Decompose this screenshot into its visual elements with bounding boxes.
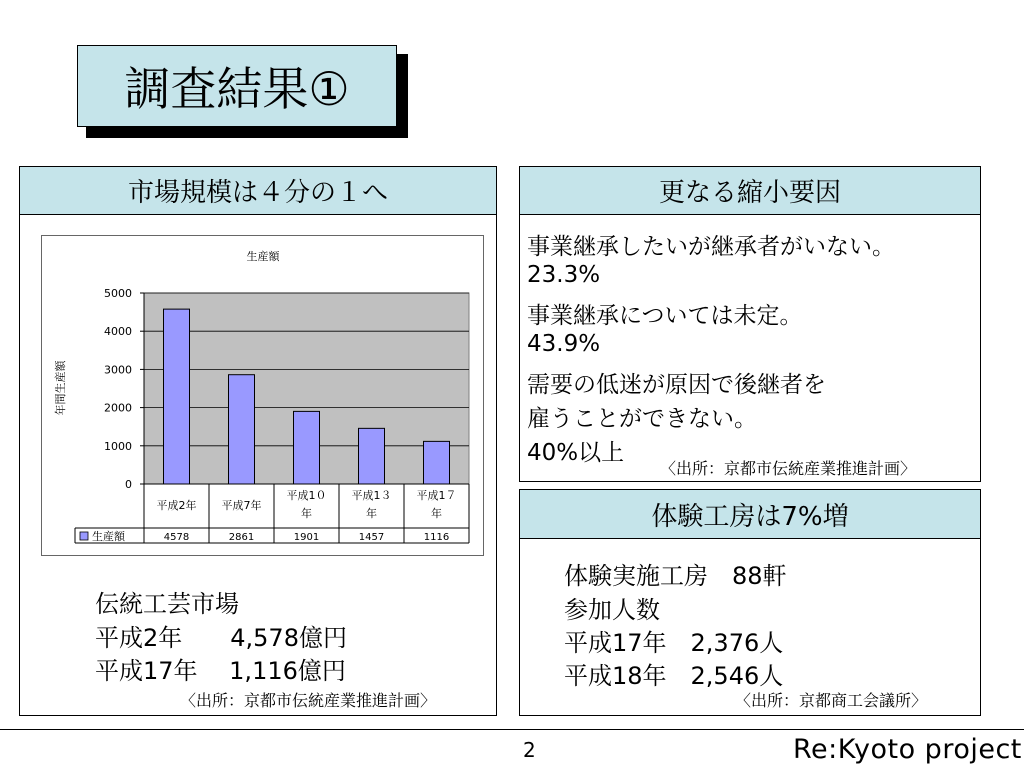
x-tick-label: 年 xyxy=(366,507,377,520)
workshop-source: 〈出所：京都商工会議所〉 xyxy=(735,691,928,710)
bar xyxy=(359,428,385,484)
production-chart xyxy=(41,235,484,556)
data-label: 1457 xyxy=(358,532,385,543)
chart-title: 生産額 xyxy=(246,250,280,263)
factor-line-3: 事業継承については未定。 xyxy=(527,303,803,329)
workshop-line-3: 平成17年 2,376人 xyxy=(564,629,784,657)
left-source: 〈出所：京都市伝統産業推進計画〉 xyxy=(180,691,437,710)
brand-logo: Re:Kyoto project xyxy=(793,734,1022,765)
x-tick-label: 平成7年 xyxy=(221,499,262,512)
y-tick-label: 2000 xyxy=(104,401,132,415)
y-tick-label: 4000 xyxy=(104,325,132,339)
left-line-1: 伝統工芸市場 xyxy=(95,590,239,618)
chart-ylabel: 年間生産額 xyxy=(54,360,67,416)
factor-line-1: 事業継承したいが継承者がいない。 xyxy=(527,234,895,260)
decline-factors-header: 更なる縮小要因 xyxy=(519,166,981,215)
data-label: 4578 xyxy=(163,532,190,543)
data-label: 2861 xyxy=(228,532,255,543)
x-tick-label: 平成1０ xyxy=(286,489,327,502)
page-number: 2 xyxy=(523,738,536,762)
slide-title: 調査結果① xyxy=(77,45,397,127)
x-tick-label: 平成2年 xyxy=(156,499,197,512)
y-tick-label: 0 xyxy=(125,478,132,491)
factor-source: 〈出所：京都市伝統産業推進計画〉 xyxy=(660,459,917,478)
factor-line-7: 40%以上 xyxy=(527,440,625,466)
factor-line-5: 需要の低迷が原因で後継者を xyxy=(527,372,826,398)
bar xyxy=(424,441,450,484)
left-line-2: 平成2年 4,578億円 xyxy=(95,624,347,652)
legend-label: 生産額 xyxy=(92,530,125,543)
left-line-3: 平成17年 1,116億円 xyxy=(95,657,346,685)
legend-key xyxy=(80,532,88,540)
workshop-line-1: 体験実施工房 88軒 xyxy=(564,562,787,590)
y-tick-label: 5000 xyxy=(104,287,132,300)
bar xyxy=(229,375,255,484)
factor-line-2: 23.3% xyxy=(527,262,601,288)
x-tick-label: 平成1３ xyxy=(351,489,392,502)
chart-svg xyxy=(42,236,483,555)
data-label: 1116 xyxy=(423,532,450,543)
bar xyxy=(294,411,320,484)
y-tick-label: 3000 xyxy=(104,363,132,377)
x-tick-label: 年 xyxy=(301,507,312,520)
workshop-header: 体験工房は7%増 xyxy=(519,489,981,539)
x-tick-label: 年 xyxy=(431,507,442,520)
bar xyxy=(164,309,190,484)
workshop-line-4: 平成18年 2,546人 xyxy=(564,662,784,690)
market-size-header: 市場規模は４分の１へ xyxy=(19,166,497,215)
y-tick-label: 1000 xyxy=(104,439,132,453)
data-label: 1901 xyxy=(293,532,320,543)
workshop-line-2: 参加人数 xyxy=(564,596,660,624)
footer-divider xyxy=(0,729,1024,730)
factor-line-6: 雇うことができない。 xyxy=(527,406,757,432)
x-tick-label: 平成1７ xyxy=(416,489,457,502)
factor-line-4: 43.9% xyxy=(527,331,601,357)
